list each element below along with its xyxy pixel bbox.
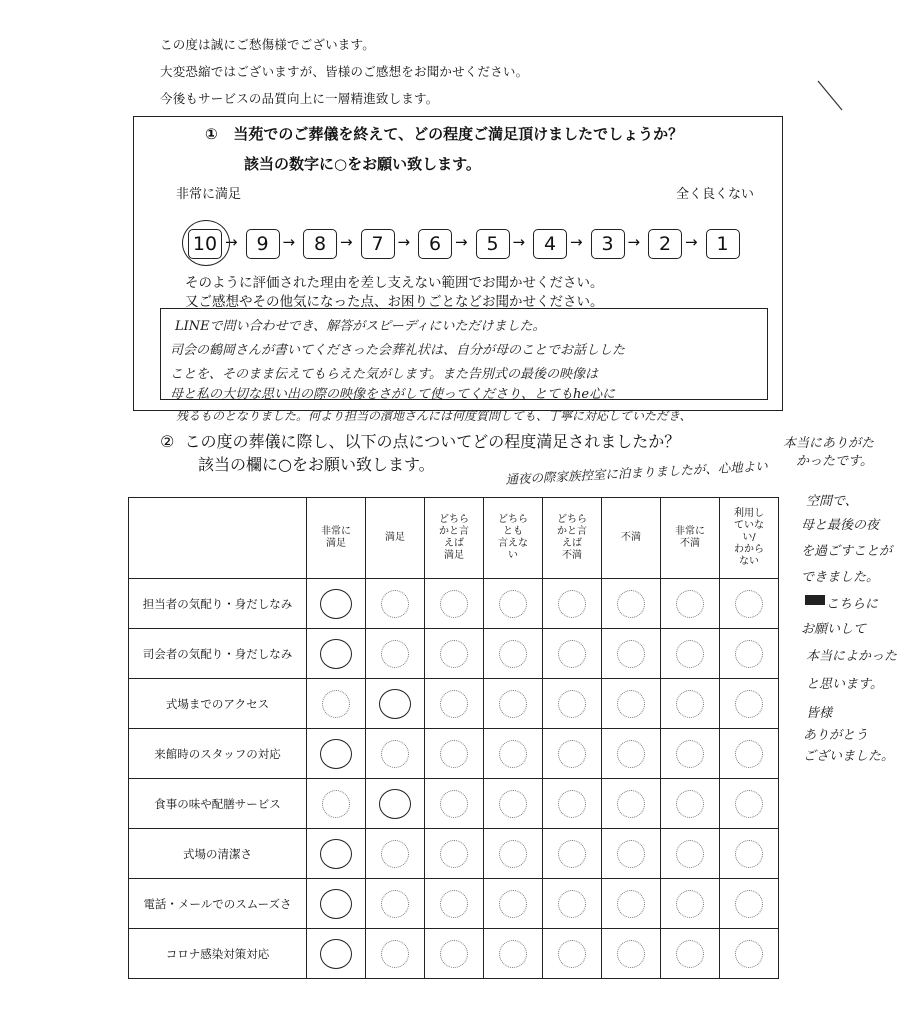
column-header: どちら かと言 えば 不満 [543, 498, 602, 579]
selected-rating-circle [182, 220, 230, 266]
rating-cell[interactable] [661, 779, 720, 829]
option-circle[interactable] [617, 740, 645, 768]
rating-cell[interactable] [425, 929, 484, 979]
rating-cell[interactable] [543, 729, 602, 779]
option-circle[interactable] [676, 840, 704, 868]
scale-option-4[interactable]: 4 [533, 229, 567, 259]
column-header: どちら かと言 えば 満足 [425, 498, 484, 579]
satisfaction-table [128, 497, 779, 979]
rating-cell[interactable] [720, 679, 779, 729]
option-circle[interactable] [499, 640, 527, 668]
question1-instruction: 該当の数字に○をお願い致します。 [244, 155, 481, 173]
option-circle[interactable] [617, 640, 645, 668]
rating-cell[interactable] [366, 779, 425, 829]
option-circle[interactable] [617, 940, 645, 968]
side-note-line: できました。 [801, 570, 880, 585]
row-label: 食事の味や配膳サービス [129, 779, 307, 829]
side-note-line-a: 通夜の際家族控室に泊まりましたが、心地よい [505, 458, 769, 487]
header-blank-cell [129, 498, 307, 579]
option-circle[interactable] [676, 590, 704, 618]
side-note-line: を過ごすことが [801, 544, 893, 559]
rating-cell[interactable] [661, 579, 720, 629]
side-note-right-1: 本当にありがた [783, 436, 875, 451]
rating-cell[interactable] [307, 579, 366, 629]
rating-cell[interactable] [366, 829, 425, 879]
rating-cell[interactable] [543, 679, 602, 729]
rating-cell[interactable] [366, 729, 425, 779]
option-circle[interactable] [735, 640, 763, 668]
option-circle[interactable] [381, 940, 409, 968]
side-note-line: ございました。 [803, 749, 895, 764]
option-circle[interactable] [558, 840, 586, 868]
row-label: 担当者の気配り・身だしなみ [129, 579, 307, 629]
option-circle[interactable] [381, 840, 409, 868]
option-circle[interactable] [440, 590, 468, 618]
side-note-line: こちらに [826, 597, 879, 612]
rating-cell[interactable] [425, 629, 484, 679]
rating-cell[interactable] [661, 629, 720, 679]
rating-cell[interactable] [602, 629, 661, 679]
scale-option-8[interactable]: 8 [303, 229, 337, 259]
table-row [129, 929, 779, 979]
option-circle[interactable] [617, 690, 645, 718]
selected-option-circle[interactable] [379, 689, 411, 719]
rating-cell[interactable] [484, 929, 543, 979]
option-circle[interactable] [558, 590, 586, 618]
scale-arrow-icon: → [455, 233, 468, 251]
table-row [129, 679, 779, 729]
row-label: 来館時のスタッフの対応 [129, 729, 307, 779]
row-label: 式場の清潔さ [129, 829, 307, 879]
row-label: 式場までのアクセス [129, 679, 307, 729]
table-row [129, 829, 779, 879]
selected-option-circle[interactable] [320, 889, 352, 919]
option-circle[interactable] [440, 940, 468, 968]
rating-cell[interactable] [661, 729, 720, 779]
rating-cell[interactable] [307, 829, 366, 879]
table-header-row [129, 498, 779, 579]
scale-option-10[interactable]: 10 [188, 229, 222, 259]
question1-title: ① 当苑でのご葬儀を終えて、どの程度ご満足頂けましたでしょうか？ [205, 125, 684, 143]
comment-line-2: 司会の鶴岡さんが書いてくださった会葬礼状は、自分が母のことでお話しした [170, 343, 626, 358]
rating-cell[interactable] [543, 829, 602, 879]
rating-cell[interactable] [720, 779, 779, 829]
side-note-line: 本当によかった [806, 649, 898, 664]
option-circle[interactable] [440, 690, 468, 718]
column-header: 満足 [366, 498, 425, 579]
scale-arrow-icon: → [340, 233, 353, 251]
scale-option-2[interactable]: 2 [648, 229, 682, 259]
scale-arrow-icon: → [225, 233, 238, 251]
reason-prompt-1: そのように評価された理由を差し支えない範囲でお聞かせください。 [185, 275, 604, 291]
column-header: 非常に 不満 [661, 498, 720, 579]
rating-cell[interactable] [307, 779, 366, 829]
option-circle[interactable] [558, 640, 586, 668]
option-circle[interactable] [617, 590, 645, 618]
rating-cell[interactable] [602, 779, 661, 829]
option-circle[interactable] [499, 890, 527, 918]
column-header: どちら とも 言えな い [484, 498, 543, 579]
option-circle[interactable] [381, 890, 409, 918]
selected-option-circle[interactable] [320, 839, 352, 869]
rating-cell[interactable] [484, 729, 543, 779]
rating-cell[interactable] [543, 929, 602, 979]
side-note-line: 母と最後の夜 [801, 518, 880, 533]
rating-cell[interactable] [720, 579, 779, 629]
row-label: 電話・メールでのスムーズさ [129, 879, 307, 929]
option-circle[interactable] [676, 940, 704, 968]
scale-option-1[interactable]: 1 [706, 229, 740, 259]
scale-arrow-icon: → [685, 233, 698, 251]
rating-cell[interactable] [543, 779, 602, 829]
scale-arrow-icon: → [512, 233, 526, 251]
rating-cell[interactable] [307, 629, 366, 679]
rating-cell[interactable] [425, 779, 484, 829]
comment-line-4: 母と私の大切な思い出の際の映像をさがして使ってくださり、とてもhe心に [170, 387, 616, 402]
rating-cell[interactable] [484, 629, 543, 679]
rating-cell[interactable] [484, 829, 543, 879]
selected-option-circle[interactable] [320, 589, 352, 619]
option-circle[interactable] [735, 840, 763, 868]
rating-cell[interactable] [543, 879, 602, 929]
option-circle[interactable] [558, 940, 586, 968]
rating-cell[interactable] [661, 679, 720, 729]
option-circle[interactable] [558, 740, 586, 768]
side-note-line: 皆様 [806, 706, 833, 721]
option-circle[interactable] [558, 790, 586, 818]
rating-cell[interactable] [661, 829, 720, 879]
comment-line-3: ことを、そのまま伝えてもらえた気がします。また告別式の最後の映像は [170, 367, 598, 382]
rating-cell[interactable] [720, 929, 779, 979]
rating-cell[interactable] [543, 629, 602, 679]
rating-cell[interactable] [425, 579, 484, 629]
option-circle[interactable] [499, 840, 527, 868]
option-circle[interactable] [322, 690, 350, 718]
rating-cell[interactable] [720, 879, 779, 929]
scribble-mark [805, 595, 825, 605]
rating-cell[interactable] [366, 629, 425, 679]
option-circle[interactable] [381, 640, 409, 668]
side-note-line: 空間で、 [806, 494, 858, 509]
option-circle[interactable] [676, 690, 704, 718]
option-circle[interactable] [558, 890, 586, 918]
option-circle[interactable] [617, 840, 645, 868]
side-note-line: お願いして [801, 622, 867, 637]
rating-cell[interactable] [366, 679, 425, 729]
option-circle[interactable] [676, 890, 704, 918]
pen-mark-icon [815, 78, 845, 114]
option-circle[interactable] [322, 790, 350, 818]
rating-cell[interactable] [425, 829, 484, 879]
column-header: 利用し ていな い/ わから ない [720, 498, 779, 579]
option-circle[interactable] [499, 690, 527, 718]
table-row [129, 579, 779, 629]
rating-cell[interactable] [484, 879, 543, 929]
option-circle[interactable] [440, 790, 468, 818]
scale-label-low: 全く良くない [676, 187, 755, 202]
rating-cell[interactable] [720, 729, 779, 779]
intro-line-2: 大変恐縮ではございますが、皆様のご感想をお聞かせください。 [160, 64, 529, 79]
scale-arrow-icon: → [282, 233, 296, 251]
scale-arrow-icon: → [570, 233, 583, 251]
option-circle[interactable] [440, 640, 468, 668]
option-circle[interactable] [735, 690, 763, 718]
intro-line-3: 今後もサービスの品質向上に一層精進致します。 [160, 91, 439, 106]
rating-cell[interactable] [484, 779, 543, 829]
option-circle[interactable] [499, 790, 527, 818]
selected-option-circle[interactable] [320, 739, 352, 769]
rating-cell[interactable] [602, 929, 661, 979]
rating-cell[interactable] [484, 579, 543, 629]
scale-arrow-icon: → [397, 233, 411, 251]
column-header: 不満 [602, 498, 661, 579]
scale-option-7[interactable]: 7 [361, 229, 395, 259]
rating-cell[interactable] [602, 879, 661, 929]
scale-option-5[interactable]: 5 [476, 229, 510, 259]
option-circle[interactable] [735, 590, 763, 618]
option-circle[interactable] [381, 590, 409, 618]
option-circle[interactable] [499, 940, 527, 968]
option-circle[interactable] [440, 840, 468, 868]
option-circle[interactable] [735, 890, 763, 918]
scale-option-6[interactable]: 6 [418, 229, 452, 259]
rating-cell[interactable] [425, 679, 484, 729]
rating-cell[interactable] [543, 579, 602, 629]
intro-line-1: この度は誠にご愁傷様でございます。 [160, 37, 375, 52]
rating-cell[interactable] [484, 679, 543, 729]
option-circle[interactable] [735, 790, 763, 818]
option-circle[interactable] [676, 740, 704, 768]
side-note-right-2: かったです。 [796, 454, 873, 469]
rating-cell[interactable] [307, 679, 366, 729]
scale-arrow-icon: → [627, 233, 641, 251]
rating-cell[interactable] [661, 879, 720, 929]
rating-cell[interactable] [307, 929, 366, 979]
selected-option-circle[interactable] [379, 789, 411, 819]
option-circle[interactable] [440, 890, 468, 918]
option-circle[interactable] [735, 740, 763, 768]
side-note-line: と思います。 [806, 677, 883, 692]
rating-cell[interactable] [602, 829, 661, 879]
rating-cell[interactable] [602, 729, 661, 779]
rating-cell[interactable] [602, 579, 661, 629]
selected-option-circle[interactable] [320, 639, 352, 669]
rating-cell[interactable] [602, 679, 661, 729]
row-label: コロナ感染対策対応 [129, 929, 307, 979]
option-circle[interactable] [558, 690, 586, 718]
rating-cell[interactable] [720, 829, 779, 879]
question2-instruction: 該当の欄に○をお願い致します。 [198, 455, 435, 474]
option-circle[interactable] [676, 640, 704, 668]
row-label: 司会者の気配り・身だしなみ [129, 629, 307, 679]
option-circle[interactable] [617, 790, 645, 818]
comment-line-1: LINEで問い合わせでき、解答がスピーディにいただけました。 [175, 319, 546, 334]
reason-prompt-2: 又ご感想やその他気になった点、お困りごとなどお聞かせください。 [185, 294, 604, 310]
side-note-line: ありがとう [803, 728, 869, 743]
rating-cell[interactable] [307, 729, 366, 779]
rating-cell[interactable] [425, 729, 484, 779]
column-header: 非常に 満足 [307, 498, 366, 579]
table-row [129, 879, 779, 929]
rating-cell[interactable] [661, 929, 720, 979]
option-circle[interactable] [381, 740, 409, 768]
rating-cell[interactable] [366, 879, 425, 929]
question2-title: ② この度の葬儀に際し、以下の点についてどの程度満足されましたか？ [160, 432, 681, 451]
option-circle[interactable] [440, 740, 468, 768]
rating-cell[interactable] [366, 579, 425, 629]
rating-cell[interactable] [366, 929, 425, 979]
option-circle[interactable] [676, 790, 704, 818]
option-circle[interactable] [499, 590, 527, 618]
comment-line-5: 残るものとなりました。何より担当の濱地さんには何度質問しても、丁寧に対応していただき、 [176, 409, 692, 423]
rating-cell[interactable] [425, 879, 484, 929]
table-row [129, 779, 779, 829]
option-circle[interactable] [499, 740, 527, 768]
option-circle[interactable] [617, 890, 645, 918]
selected-option-circle[interactable] [320, 939, 352, 969]
scale-option-9[interactable]: 9 [246, 229, 280, 259]
scale-option-3[interactable]: 3 [591, 229, 625, 259]
table-row [129, 729, 779, 779]
rating-cell[interactable] [307, 879, 366, 929]
option-circle[interactable] [735, 940, 763, 968]
rating-cell[interactable] [720, 629, 779, 679]
table-row [129, 629, 779, 679]
scale-label-high: 非常に満足 [176, 187, 242, 202]
